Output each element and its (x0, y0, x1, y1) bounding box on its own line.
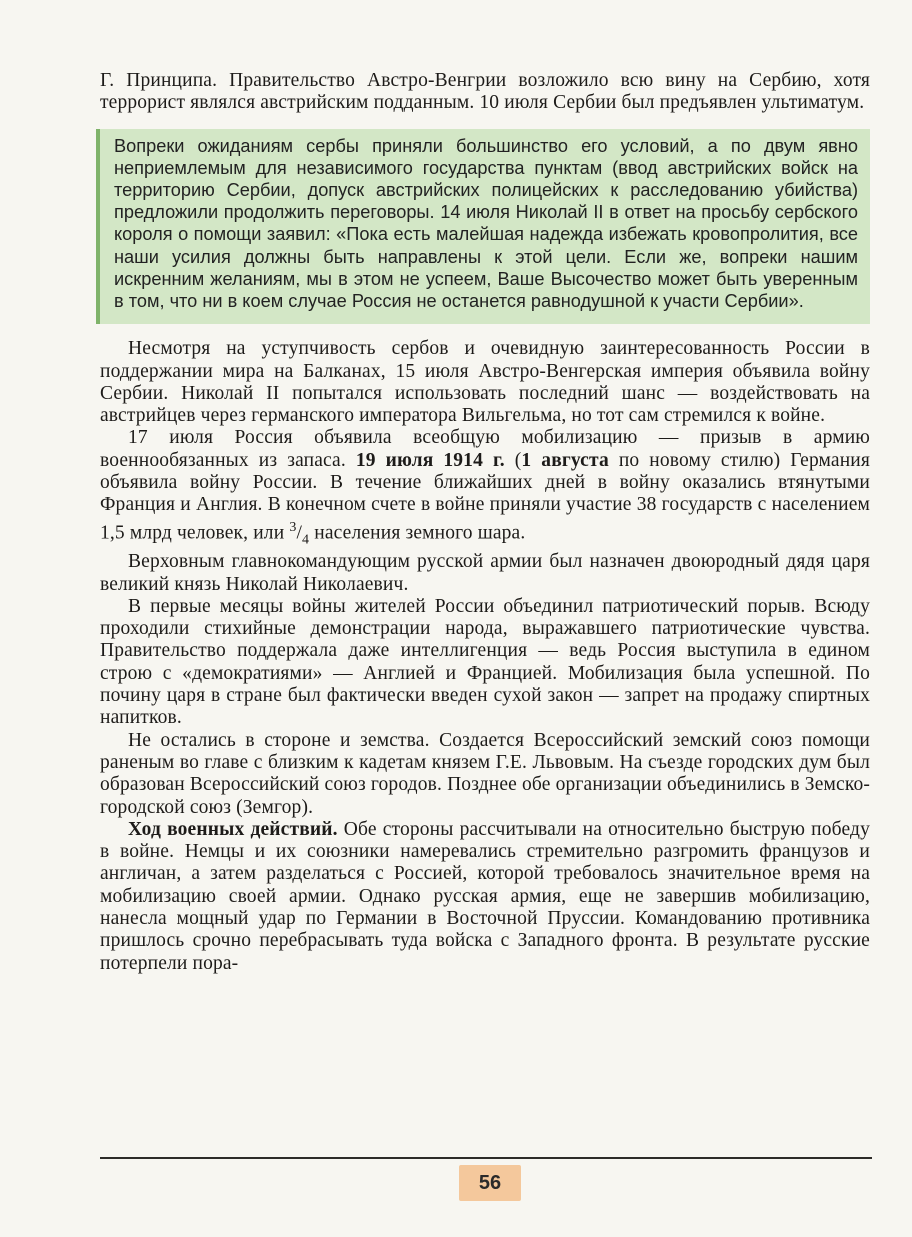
paragraph-2-text-c: ( (504, 449, 522, 471)
date-bold-2: 1 августа (521, 449, 609, 471)
paragraph-2-text-a: 17 июля Россия объявила всеобщую мобилизацию — призыв в армию военнообязанных из запаса. (100, 427, 870, 471)
paragraph-6-text: Обе стороны рассчитывали на относительно быструю победу в войне. Немцы и их союзники намеревались стремительно разгромить французов и англичан, а затем разделаться с Россией, которой требовалось значительное время на мобилизацию своей армии. Однако русская армия, еще не завершив мобилизацию, нанесла мощный удар по Германии в Восточной Пруссии. Командованию противника пришлось срочно перебрасывать туда войска с Западного фронта. В результате русские потерпели пора- (100, 818, 870, 974)
paragraph-2-text-d: по новому стилю) Германия объявила войну России. В течение ближайших дней в войну оказались втянутыми Франция и Англия. В конечном счете в войне приняли участие 38 государств с населением 1,5 млрд человек, или (100, 449, 870, 544)
paragraph-6 (100, 819, 870, 975)
paragraph-2-text-e: населения земного шара. (309, 522, 526, 544)
fraction-numerator: 3 (289, 519, 297, 535)
paragraph-2: 17 июля Россия объявила всеобщую мобилизацию — призыв в армию военнообязанных из запаса. 19 июля 1914 г. (1 августа по новому стилю) Германия объявила войну России. В течение ближайших дней в войну оказались втянутыми Франция и Англия. В конечном счете в войне приняли участие 38 государств с населением 1,5 млрд человек, или $^3/_4$ населения земного шара. (100, 427, 870, 547)
paragraph-3: Верховным главнокомандующим русской армии был назначен двоюродный дядя царя великий князь Николай Николаевич. (100, 551, 870, 595)
page-number: 56 (459, 1165, 521, 1201)
paragraph-4: В первые месяцы войны жителей России объединил патриотический порыв. Всюду проходили стихийные демонстрации народа, выражавшего патриотические чувства. Правительство поддержала даже интеллигенция — ведь Россия выступила в едином строю с «демократиями» — Англией и Францией. Мобилизация была успешной. По почину царя в стране был фактически введен сухой закон — запрет на продажу спиртных напитков. (100, 595, 870, 729)
date-bold-1: 19 июля 1914 г. (355, 449, 505, 471)
intro-paragraph: Г. Принципа. Правительство Австро-Венгрии возложило всю вину на Сербию, хотя террорист являлся австрийским подданным. 10 июля Сербии был предъявлен ультиматум. (100, 70, 870, 114)
highlight-box: Вопреки ожиданиям сербы приняли большинство его условий, а по двум явно неприемлемым для независимого государства пунктам (ввод австрийских войск на территорию Сербии, допуск австрийских полицейских к расследованию убийства) предложили продолжить переговоры. 14 июля Николай II в ответ на просьбу сербского короля о помощи заявил: «Пока есть малейшая надежда избежать кровопролития, все наши усилия должны быть направлены к этой цели. Если же, вопреки нашим искренним желаниям, мы в этом не успеем, Ваше Высочество может быть уверенным в том, что ни в коем случае Россия не останется равнодушной к участи Сербии». (96, 129, 870, 325)
footer-rule (100, 1157, 872, 1159)
paragraph-1: Несмотря на уступчивость сербов и очевидную заинтересованность России в поддержании мира на Балканах, 15 июля Австро-Венгерская империя объявила войну Сербии. Николай II попытался использовать последний шанс — воздействовать на австрийцев через германского императора Вильгельма, но тот сам стремился к войне. (100, 338, 870, 427)
section-heading: Ход военных действий. (128, 818, 338, 840)
page-content (100, 70, 870, 975)
paragraph-5: Не остались в стороне и земства. Создается Всероссийский земский союз помощи раненым во главе с близким к кадетам князем Г.Е. Львовым. На съезде городских дум был образован Всероссийский союз городов. Позднее обе организации объединились в Земско-городской союз (Земгор). (100, 729, 870, 818)
fraction-denominator: 4 (302, 531, 310, 547)
